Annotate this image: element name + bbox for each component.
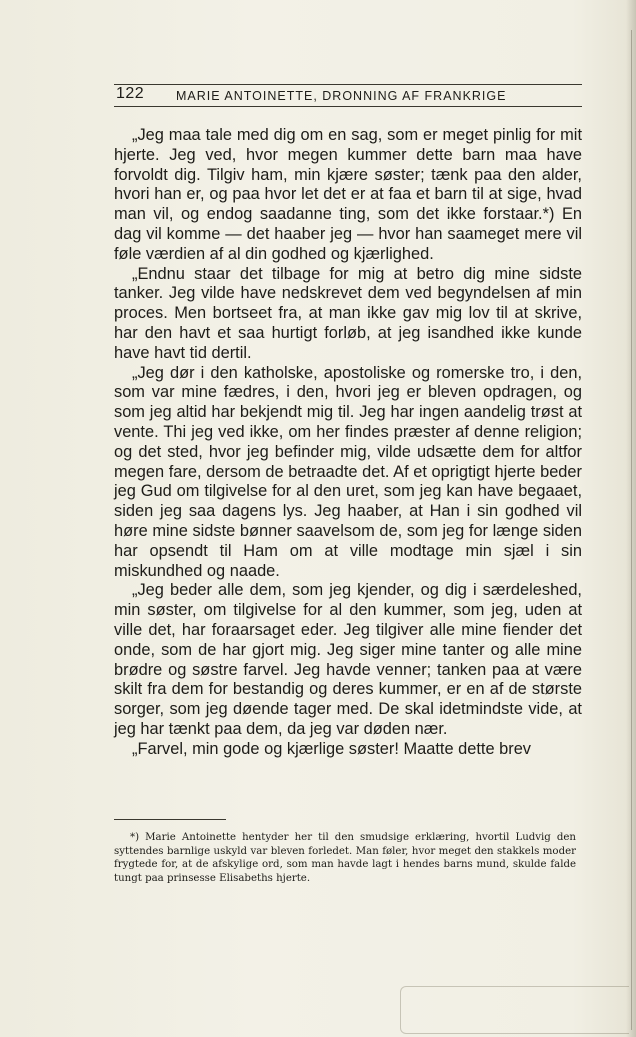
paragraph-4: „Jeg beder alle dem, som jeg kjender, og dig i særdeleshed, min søster, om tilgivelse for al den kummer, som jeg, uden at ville det, har foraarsaget eder. Jeg tilgiver alle mine fiender det onde, som de har gjort mig. Jeg siger mine tanter og alle mine brødre og søstre farvel. Jeg havde venner; tanken paa at være skilt fra dem for bestandig og deres kummer, er en af de største sorger, som jeg døende tager med. De skal idetmindste vide, at jeg har tænkt paa dem, da jeg var døden nær. — [114, 581, 582, 738]
footnote: *) Marie Antoinette hentyder her til den smudsige erklæring, hvortil Ludvig den syttendes barnlige uskyld var bleven forledet. Man føler, hvor meget den stakkels moder frygtede for, at de afskylige ord, som man havde lagt i hendes barns mund, skulde falde tungt paa prinsesse Elisabeths hjerte. — [114, 832, 576, 884]
page-edge-line — [631, 30, 632, 1030]
paragraph-3: „Jeg dør i den katholske, apostoliske og romerske tro, i den, som var mine fædres, i den, hvori jeg er bleven opdragen, og som jeg altid har bekjendt mig til. Jeg har ingen aandelig trøst at vente. Thi jeg ved ikke, om her findes præster af denne religion; og det sted, hvor jeg befinder mig, vilde udsætte dem for altfor megen fare, dersom de betraadte det. Af et oprigtigt hjerte beder jeg Gud om tilgivelse for al den uret, som jeg kan have begaaet, siden jeg saa dagens lys. Jeg haaber, at Han i sin godhed vil høre mine sidste bønner saavelsom de, som jeg for længe siden har opsendt til Ham om at ville modtage min sjæl i sin miskundhed og naade. — [114, 363, 582, 580]
running-title: MARIE ANTOINETTE, DRONNING AF FRANKRIGE — [176, 89, 507, 103]
body-text — [114, 126, 582, 760]
library-stamp-outline — [400, 986, 629, 1034]
page-number: 122 — [116, 85, 145, 102]
footnote-rule — [114, 819, 226, 820]
paragraph-2: „Endnu staar det tilbage for mig at betro dig mine sidste tanker. Jeg vilde have nedskrevet dem ved begyndelsen af min proces. Men bortseet fra, at man ikke gav mig lov til at skrive, har den havt et saa hurtigt forløb, at jeg isandhed ikke kunde have havt tid dertil. — [114, 264, 582, 362]
page-header — [114, 84, 582, 107]
paragraph-5: „Farvel, min gode og kjærlige søster! Maatte dette brev — [132, 739, 532, 758]
paragraph-1: „Jeg maa tale med dig om en sag, som er meget pinlig for mit hjerte. Jeg ved, hvor megen kummer dette barn maa have forvoldt dig. Tilgiv ham, min kjære søster; tænk paa den alder, hvori han er, og paa hvor let det er at faa et barn til at sige, hvad man vil, og endog saadanne ting, som det ikke forstaar.*) En dag vil komme — det haaber jeg — hvor han saameget mere vil føle værdien af al din godhed og kjærlighed. — [114, 126, 582, 263]
header-top-rule — [114, 84, 582, 85]
